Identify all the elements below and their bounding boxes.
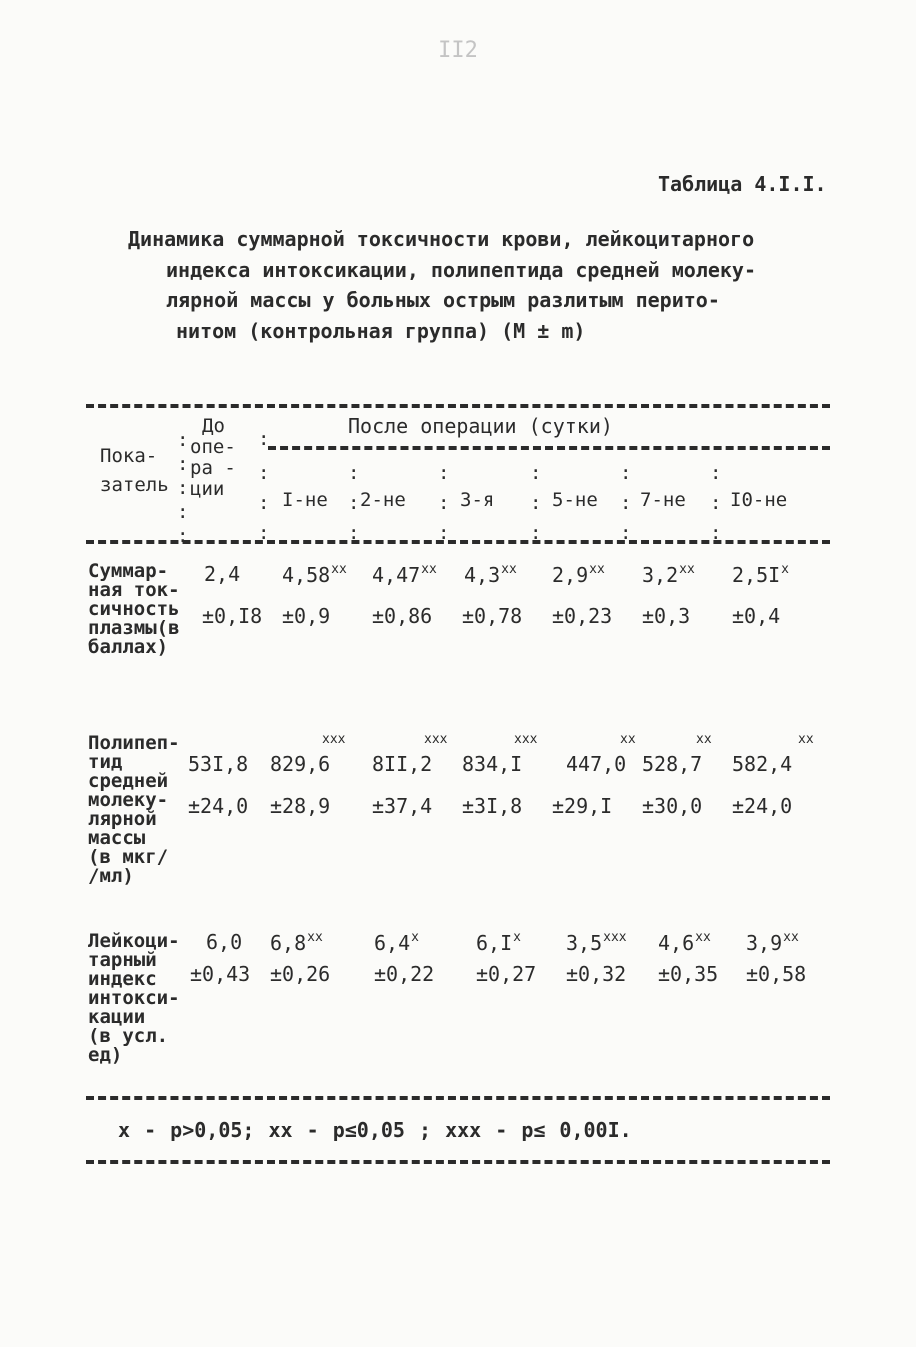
header-day: I0-не <box>730 489 788 511</box>
error-value: ±30,0 <box>642 794 703 818</box>
title-line: Динамика суммарной токсичности крови, лейкоцитарного <box>128 227 755 251</box>
significance-mark: xx <box>798 732 814 747</box>
column-separator: : : : <box>620 462 632 544</box>
significance-mark: xx <box>679 562 695 577</box>
error-value: ±0,32 <box>566 962 627 986</box>
mean-value: 4,6$^{xx}$ <box>658 930 711 955</box>
column-separator: : : : : : <box>177 429 189 547</box>
row-label-total-toxicity: Суммар- ная ток- сичность плазмы(в баллах) <box>88 560 180 658</box>
header-before-op: До опе- ра - ции <box>190 415 236 500</box>
mean-value: 2,4 <box>204 562 241 586</box>
page-number: II2 <box>438 38 478 63</box>
header-after-op: После операции (сутки) <box>348 414 613 438</box>
error-value: ±37,4 <box>372 794 433 818</box>
header-day: 3-я <box>460 489 495 511</box>
significance-mark: x <box>513 930 521 945</box>
error-value: ±28,9 <box>270 794 331 818</box>
error-value: ±0,27 <box>476 962 537 986</box>
table-label: Таблица 4.I.I. <box>658 172 827 196</box>
error-value: ±0,9 <box>282 604 331 628</box>
error-value: ±0,86 <box>372 604 433 628</box>
mean-value: 8II,2 <box>372 752 433 776</box>
header-sub-rule <box>268 446 830 450</box>
mean-value: $2,5I^x$ <box>732 562 789 587</box>
mean-value: 582,4 <box>732 752 793 776</box>
significance-mark: x <box>411 930 419 945</box>
mean-value: 6,8$^{xx}$ <box>270 930 323 955</box>
mean-value: 4,58$^{xx}$ <box>282 562 347 587</box>
mean-value: 3,9$^{xx}$ <box>746 930 799 955</box>
error-value: ±0,4 <box>732 604 781 628</box>
significance-mark: xx <box>696 732 712 747</box>
error-value: ±0,3 <box>642 604 691 628</box>
error-value: ±0,22 <box>374 962 435 986</box>
significance-mark: xx <box>620 732 636 747</box>
header-day: 5-не <box>552 489 598 511</box>
table-title <box>60 224 820 346</box>
column-separator: : : : <box>710 462 722 544</box>
error-value: ±0,43 <box>190 962 251 986</box>
mean-value: 3,5$^{xxx}$ <box>566 930 627 955</box>
significance-mark: xx <box>421 562 437 577</box>
table-bottom-rule <box>86 1096 830 1100</box>
title-line: нитом (контрольная группа) (M ± m) <box>176 318 586 343</box>
significance-mark: xx <box>331 562 347 577</box>
error-value: ±0,35 <box>658 962 719 986</box>
significance-mark: xx <box>695 930 711 945</box>
header-day: I-не <box>282 489 328 511</box>
mean-value: 6,4$^x$ <box>374 930 419 955</box>
significance-mark: x <box>781 562 789 577</box>
header-indicator: Пока- затель <box>100 445 169 496</box>
significance-legend: x - p>0,05; xx - p≤0,05 ; xxx - p≤ 0,00I. <box>118 1118 632 1142</box>
row-label-leukocyte-index: Лейкоци- тарный индекс интокси- кации (в усл. ед) <box>88 930 180 1066</box>
significance-mark: xxx <box>424 732 448 747</box>
mean-value: 2,9$^{xx}$ <box>552 562 605 587</box>
column-separator: : : : <box>348 462 360 544</box>
column-separator: : <box>258 428 270 450</box>
mean-value: 834,I <box>462 752 523 776</box>
column-separator: : : : <box>438 462 450 544</box>
mean-value: 4,47$^{xx}$ <box>372 562 437 587</box>
significance-mark: xx <box>589 562 605 577</box>
significance-mark: xx <box>783 930 799 945</box>
error-value: ±24,0 <box>188 794 249 818</box>
mean-value: 53I,8 <box>188 752 249 776</box>
mean-value: 829,6 <box>270 752 331 776</box>
row-label-polypeptide: Полипеп- тид средней молеку- лярной массы (в мкг/ /мл) <box>88 732 180 887</box>
title-line: лярной массы у больных острым разлитым перито- <box>166 288 720 312</box>
error-value: ±3I,8 <box>462 794 523 818</box>
column-separator: : : : <box>530 462 542 544</box>
error-value: ±0,I8 <box>202 604 263 628</box>
error-value: ±29,I <box>552 794 613 818</box>
error-value: ±0,23 <box>552 604 613 628</box>
mean-value: 528,7 <box>642 752 703 776</box>
error-value: ±0,26 <box>270 962 331 986</box>
error-value: ±0,58 <box>746 962 807 986</box>
mean-value: 3,2$^{xx}$ <box>642 562 695 587</box>
mean-value: 447,0 <box>566 752 627 776</box>
mean-value: $6,I^x$ <box>476 930 521 955</box>
header-day: 7-не <box>640 489 686 511</box>
error-value: ±0,78 <box>462 604 523 628</box>
mean-value: 4,3$^{xx}$ <box>464 562 517 587</box>
title-line: индекса интоксикации, полипептида средней молеку- <box>166 257 757 282</box>
header-day: 2-не <box>360 489 406 511</box>
significance-mark: xxx <box>322 732 346 747</box>
significance-mark: xxx <box>603 930 627 945</box>
error-value: ±24,0 <box>732 794 793 818</box>
mean-value: 6,0 <box>206 930 243 954</box>
significance-mark: xx <box>501 562 517 577</box>
table-top-rule <box>86 404 830 408</box>
column-separator: : : : <box>258 462 270 544</box>
legend-bottom-rule <box>86 1160 830 1164</box>
significance-mark: xx <box>307 930 323 945</box>
significance-mark: xxx <box>514 732 538 747</box>
